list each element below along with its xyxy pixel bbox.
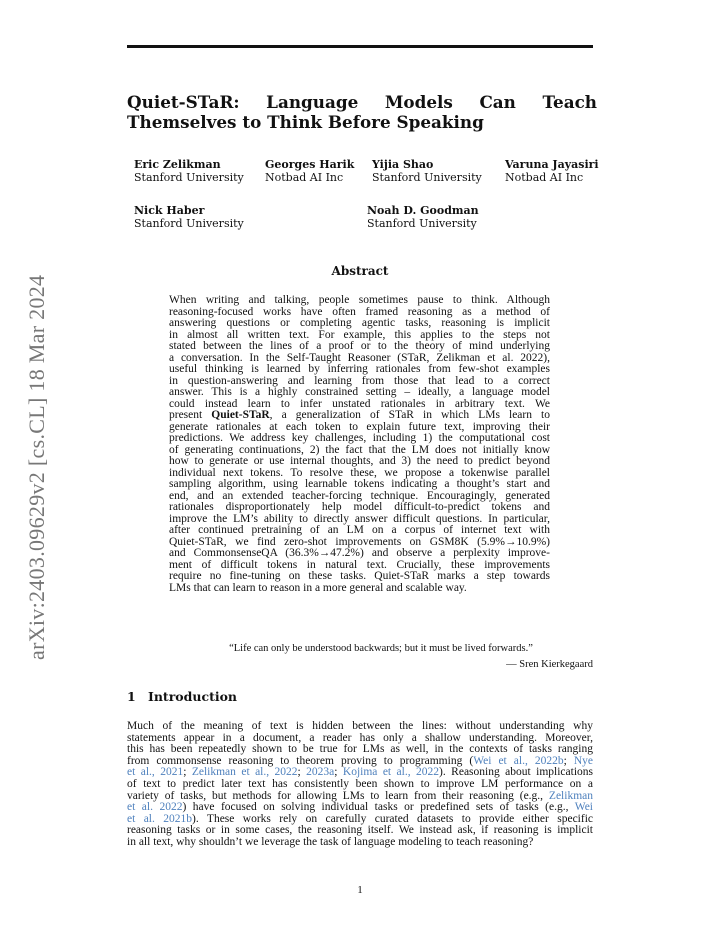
abstract-line: predictions. We address key challenges, including 1) the computational cost bbox=[169, 432, 550, 444]
abstract-line: a conversation. In the Self-Taught Reasoner (STaR, Zelikman et al. 2022), bbox=[169, 351, 550, 364]
citation-link[interactable]: et al. 2022 bbox=[127, 801, 183, 814]
citation-link[interactable]: et al., 2021 bbox=[127, 766, 184, 779]
citation-link[interactable]: Wei bbox=[574, 801, 593, 814]
abstract-line: reasoning-focused works have often framed reasoning as a method of bbox=[169, 305, 550, 318]
citation-link[interactable]: Nye bbox=[573, 754, 593, 767]
arxiv-stamp: arXiv:2403.09629v2 [cs.CL] 18 Mar 2024 bbox=[24, 274, 49, 660]
citation-link[interactable]: Kojima et al., 2022 bbox=[342, 766, 440, 779]
intro-line: of text to predict later text has consistently been shown to improve LM performance on a bbox=[127, 777, 593, 790]
intro-line: statements appear in a document, a reader has only a shallow understanding. Moreover, bbox=[127, 731, 593, 744]
intro-text: ; bbox=[334, 766, 343, 779]
intro-line: in all text, why shouldn’t we leverage the task of language modeling to teach reasoning? bbox=[127, 835, 534, 848]
abstract-line: require no fine-tuning on these tasks. Quiet-STaR marks a step towards bbox=[169, 570, 550, 582]
author-block bbox=[134, 158, 244, 184]
abstract-line: of generating continuations, 2) the fact that the LM does not initially know bbox=[169, 443, 550, 456]
author-block bbox=[265, 158, 354, 184]
abstract-line: stated between the lines of a proof or to the theory of mind underlying bbox=[169, 340, 550, 352]
epigraph-quote: “Life can only be understood backwards; but it must be lived forwards.” bbox=[229, 643, 533, 654]
abstract-line: answer. This is a highly constrained setting – ideally, a language model bbox=[169, 386, 550, 398]
abstract-line: ment of difficult tokens in natural text. Crucially, these improvements bbox=[169, 558, 550, 571]
epigraph-author: — Sren Kierkegaard bbox=[506, 659, 593, 670]
abstract-line: LMs that can learn to reason in a more general and scalable way. bbox=[169, 581, 467, 594]
author-affiliation: Stanford University bbox=[372, 171, 482, 184]
abstract-line: after continued pretraining of an LM on a corpus of internet text with bbox=[169, 524, 550, 536]
abstract-text: present bbox=[169, 409, 212, 421]
citation-link[interactable]: et al. 2021b bbox=[127, 812, 193, 825]
author-affiliation: Notbad AI Inc bbox=[505, 171, 584, 184]
intro-text: ; bbox=[297, 766, 307, 779]
top-rule bbox=[127, 45, 593, 48]
author-name: Varuna Jayasiri bbox=[505, 158, 599, 171]
intro-text: from commonsense reasoning to theorem proving to programming ( bbox=[127, 754, 474, 767]
intro-text: ). These works rely on carefully curated datasets to provide either specific bbox=[192, 812, 593, 825]
author-affiliation: Stanford University bbox=[134, 217, 244, 230]
page-number: 1 bbox=[357, 884, 363, 896]
citation-link[interactable]: Zelikman bbox=[548, 789, 593, 802]
author-name: Nick Haber bbox=[134, 204, 205, 217]
abstract-line: and CommonsenseQA (36.3%→47.2%) and observe a perplexity improve- bbox=[169, 547, 550, 559]
method-name: Quiet-STaR bbox=[211, 409, 270, 421]
section-heading bbox=[127, 689, 237, 704]
intro-line: reasoning tasks or in some cases, the reasoning itself. We instead ask, if reasoning is implicit bbox=[127, 824, 593, 837]
abstract-line: end, and an extended teacher-forcing technique. Encouragingly, generated bbox=[169, 489, 550, 502]
section-title: Introduction bbox=[148, 689, 238, 704]
intro-line: Much of the meaning of text is hidden between the lines: without understanding why bbox=[127, 720, 593, 732]
author-name: Yijia Shao bbox=[372, 158, 434, 171]
paper-title: Quiet-STaR: Language Models Can Teach Themselves to Think Before Speaking bbox=[127, 92, 597, 132]
abstract-line: sampling algorithm, using learnable tokens indicating a thought’s start and bbox=[169, 478, 550, 490]
intro-text: ). Reasoning about implications bbox=[439, 766, 593, 779]
author-block bbox=[134, 204, 244, 230]
intro-paragraph bbox=[127, 721, 593, 849]
intro-text: ; bbox=[563, 754, 574, 767]
citation-link[interactable]: Wei et al., 2022b bbox=[473, 754, 564, 767]
citation-link[interactable]: 2023a bbox=[306, 766, 335, 779]
abstract-line: generate rationales at each token to explain future text, improving their bbox=[169, 420, 550, 433]
citation-link[interactable]: Zelikman et al., 2022 bbox=[191, 766, 298, 779]
author-name: Eric Zelikman bbox=[134, 158, 221, 171]
author-block bbox=[367, 204, 479, 230]
abstract-body bbox=[169, 295, 550, 594]
abstract-line: in almost all written text. For example, this applies to the steps not bbox=[169, 328, 550, 341]
abstract-text: , a generalization of STaR in which LMs learn to bbox=[269, 409, 550, 421]
abstract-line: answering questions or completing agentic tasks, reasoning is implicit bbox=[169, 317, 550, 329]
author-name: Georges Harik bbox=[265, 158, 355, 171]
author-block bbox=[372, 158, 482, 184]
abstract-line: could instead learn to infer unstated rationales in arbitrary text. We bbox=[169, 397, 550, 410]
abstract-line: how to generate or use internal thoughts, and 3) the need to predict beyond bbox=[169, 455, 550, 467]
intro-text: ) have focused on solving individual tasks or predefined sets of tasks (e.g., bbox=[182, 801, 575, 814]
author-block bbox=[505, 158, 599, 184]
section-number: 1 bbox=[127, 689, 136, 704]
abstract-line: useful thinking is learned by inferring rationales from few-shot examples bbox=[169, 363, 550, 375]
intro-text: ; bbox=[183, 766, 192, 779]
author-affiliation: Notbad AI Inc bbox=[265, 171, 344, 184]
abstract-line: improve the LM’s ability to directly answer difficult questions. In particular, bbox=[169, 512, 550, 525]
intro-text: variety of tasks, but methods for allowing LMs to learn from their reasoning (e.g., bbox=[127, 789, 549, 802]
abstract-heading: Abstract bbox=[331, 264, 389, 278]
abstract-line bbox=[169, 410, 550, 422]
abstract-line: Quiet-STaR, we find zero-shot improvements on GSM8K (5.9%→10.9%) bbox=[169, 535, 550, 548]
author-affiliation: Stanford University bbox=[134, 171, 244, 184]
abstract-line: When writing and talking, people sometimes pause to think. Although bbox=[169, 294, 550, 306]
intro-line: this has been repeatedly shown to be true for LMs as well, in the contexts of tasks ranging bbox=[127, 743, 593, 756]
author-affiliation: Stanford University bbox=[367, 217, 477, 230]
abstract-line: individual next tokens. To resolve these, we propose a tokenwise parallel bbox=[169, 466, 550, 479]
abstract-line: rationales disproportionately help model difficult-to-predict tokens and bbox=[169, 501, 550, 513]
author-name: Noah D. Goodman bbox=[367, 204, 479, 217]
abstract-line: in question-answering and learning from those that lead to a correct bbox=[169, 374, 550, 387]
